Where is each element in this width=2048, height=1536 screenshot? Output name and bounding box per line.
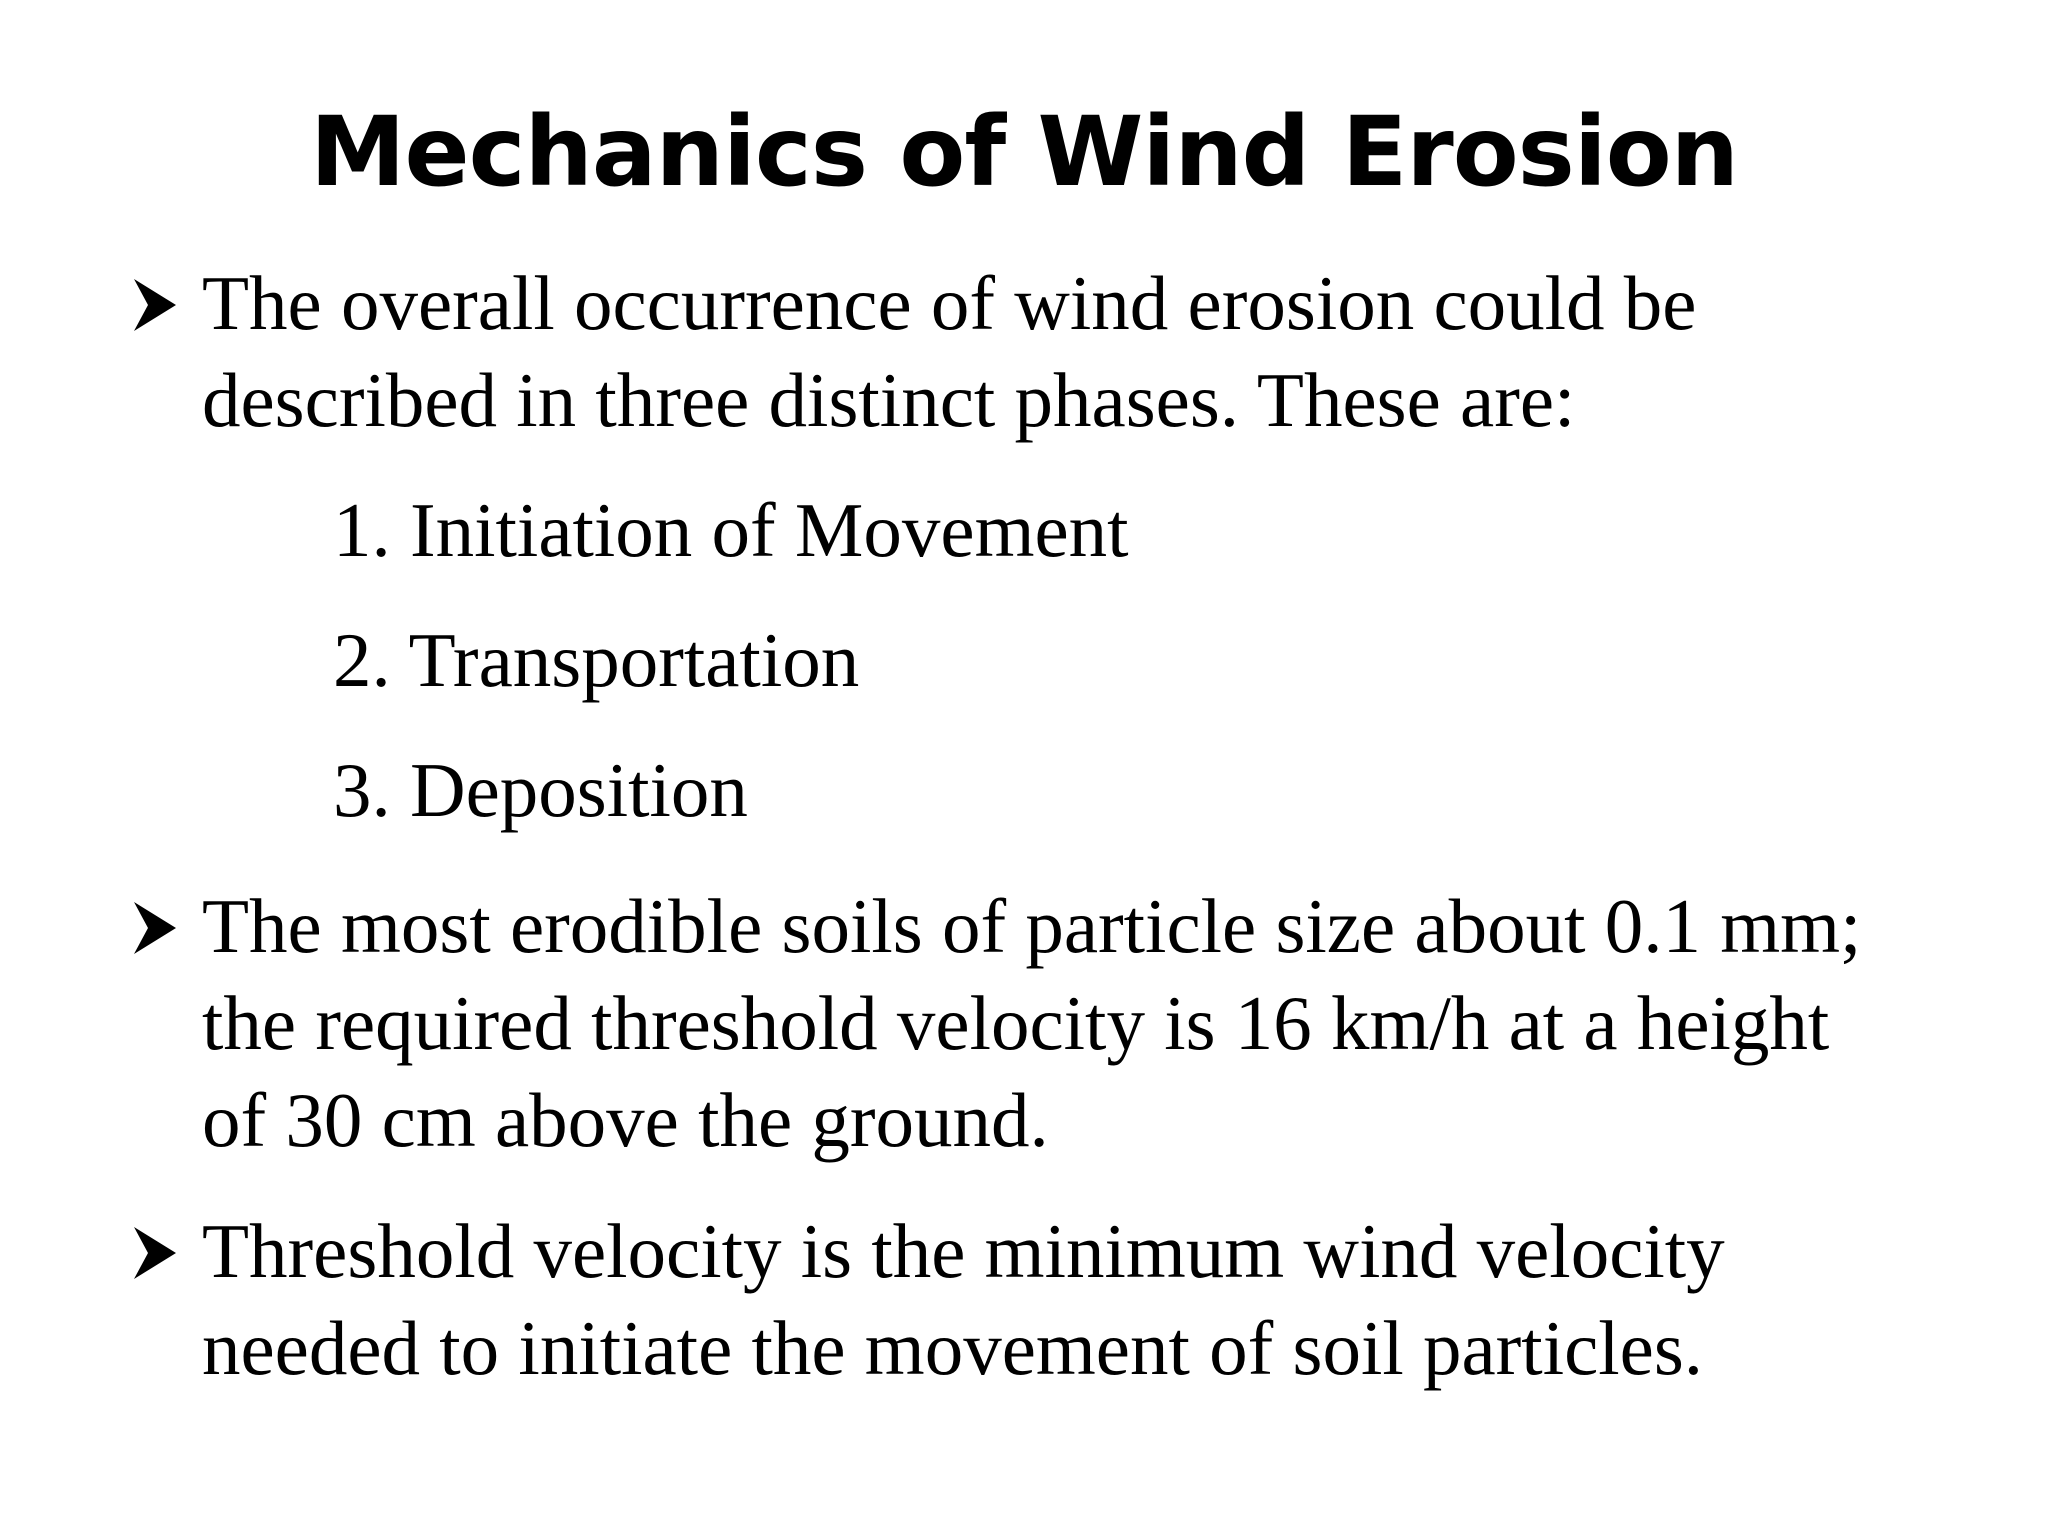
arrowhead-bullet-icon bbox=[132, 277, 178, 333]
bullet-line: described in three distinct phases. These are: bbox=[202, 357, 1576, 443]
phase-item: 1. Initiation of Movement bbox=[333, 487, 1129, 573]
phase-item: 3. Deposition bbox=[333, 747, 748, 833]
bullet-line: The most erodible soils of particle size about 0.1 mm; bbox=[202, 883, 1862, 969]
slide-title: Mechanics of Wind Erosion bbox=[309, 96, 1739, 208]
arrowhead-bullet-icon bbox=[132, 1225, 178, 1281]
bullet-text bbox=[202, 1203, 1962, 1397]
bullet-line: needed to initiate the movement of soil particles. bbox=[202, 1305, 1704, 1391]
arrowhead-bullet-icon bbox=[132, 900, 178, 956]
bullet-text bbox=[202, 255, 1962, 449]
bullet-line: of 30 cm above the ground. bbox=[202, 1077, 1049, 1163]
bullet-text bbox=[202, 878, 1962, 1169]
bullet-line: the required threshold velocity is 16 km/h at a height bbox=[202, 980, 1830, 1066]
bullet-line: Threshold velocity is the minimum wind velocity bbox=[202, 1208, 1725, 1294]
bullet-line: The overall occurrence of wind erosion could be bbox=[202, 260, 1697, 346]
phase-item: 2. Transportation bbox=[333, 617, 860, 703]
